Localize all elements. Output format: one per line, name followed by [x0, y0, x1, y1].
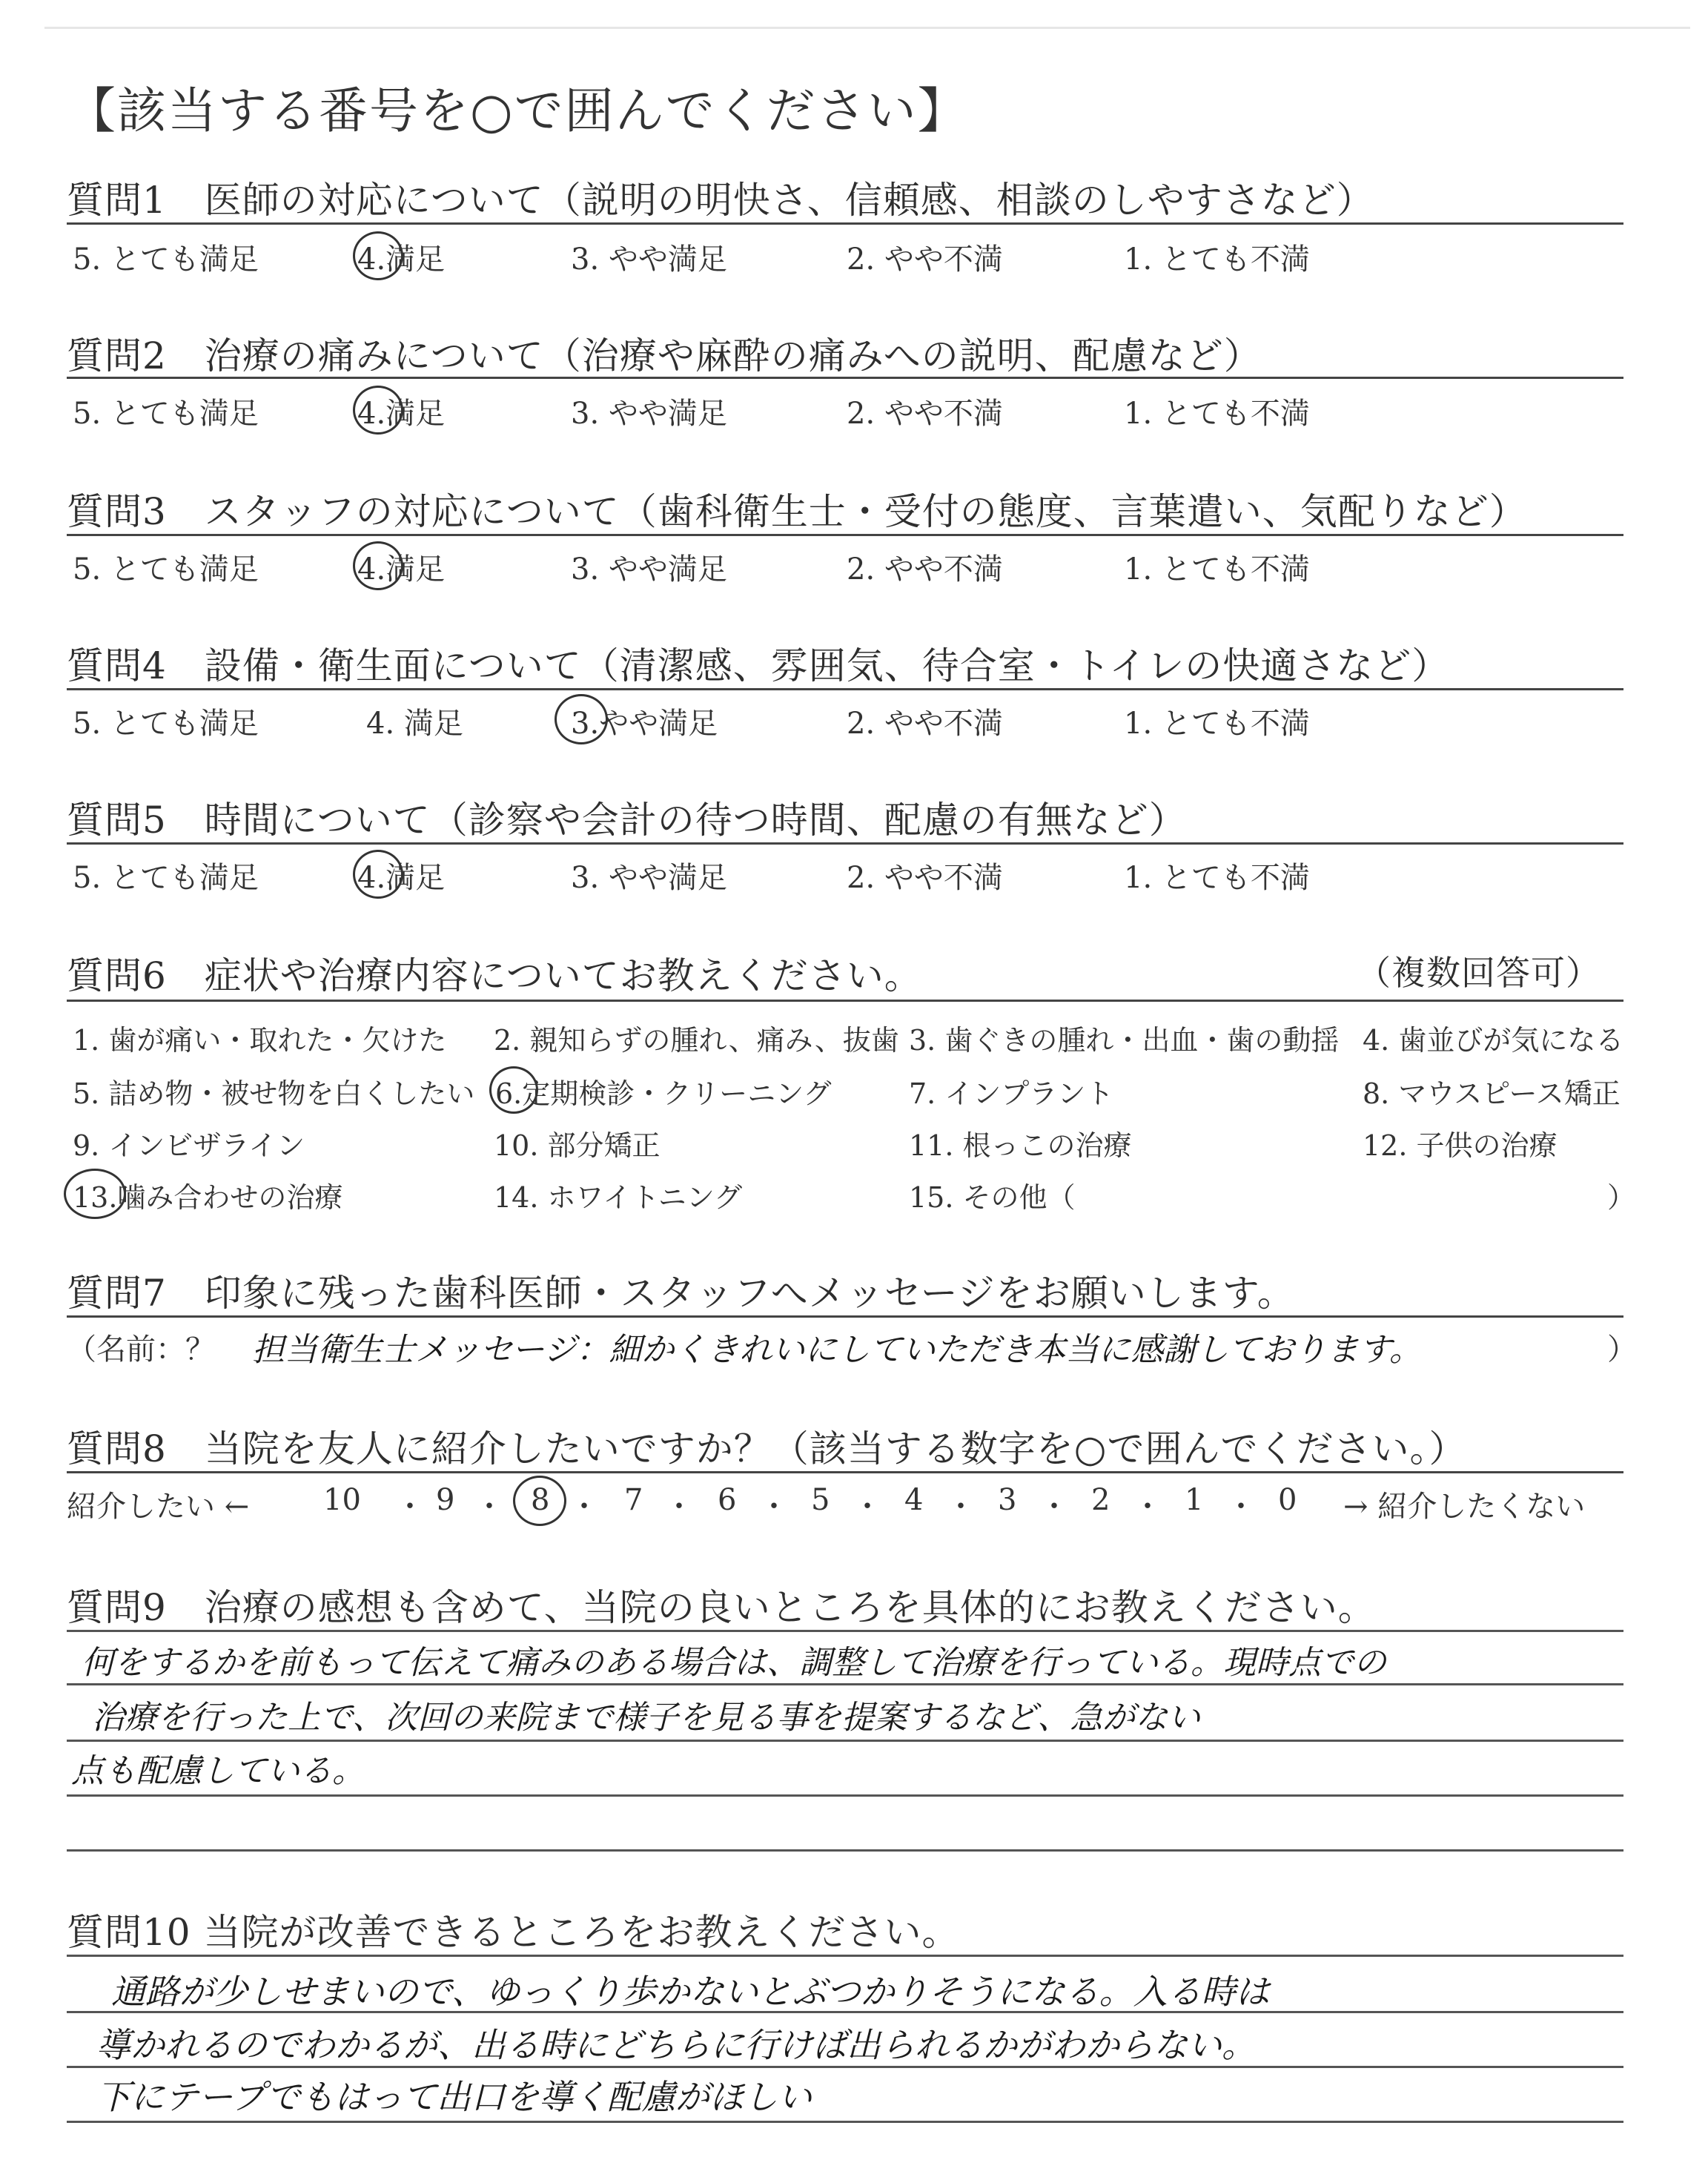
q8-dot: ・: [946, 1490, 976, 1524]
question-8-title: 質問8 当院を友人に紹介したいですか？（該当する数字を○で囲んでください。）: [67, 1427, 1467, 1470]
q10-line-3: [67, 2066, 1623, 2068]
q6-item-7[interactable]: 7. インプラント: [909, 1077, 1114, 1110]
q1-option-5[interactable]: 5. とても満足: [73, 242, 259, 277]
q8-selection-circle: [513, 1476, 566, 1526]
q2-option-2[interactable]: 2. やや不満: [847, 397, 1003, 431]
q7-close-paren: ）: [1607, 1332, 1637, 1367]
q9-answer-line-3: 点も配慮している。: [71, 1752, 365, 1790]
q8-scale-3[interactable]: 3: [998, 1483, 1017, 1517]
q9-line-3: [67, 1740, 1623, 1742]
q8-dot: ・: [1226, 1490, 1256, 1524]
q9-answer-line-2: 治療を行った上で、次回の来院まで様子を見る事を提案するなど、急がない: [92, 1699, 1201, 1737]
q8-dot: ・: [1133, 1490, 1162, 1524]
q8-scale-9[interactable]: 9: [436, 1483, 455, 1517]
q8-dot: ・: [664, 1490, 694, 1524]
q2-option-1[interactable]: 1. とても不満: [1124, 397, 1310, 431]
q2-option-5[interactable]: 5. とても満足: [73, 397, 259, 431]
q5-option-2[interactable]: 2. やや不満: [847, 861, 1003, 895]
q8-dot: ・: [395, 1490, 425, 1524]
q6-item-12[interactable]: 12. 子供の治療: [1363, 1129, 1558, 1162]
q5-option-3[interactable]: 3. やや満足: [571, 861, 727, 895]
q6-item-2[interactable]: 2. 親知らずの腫れ、痛み、抜歯: [494, 1024, 899, 1057]
q8-dot: ・: [569, 1490, 599, 1524]
q6-item-4[interactable]: 4. 歯並びが気になる: [1363, 1024, 1624, 1057]
question-5-title: 質問5 時間について（診察や会計の待つ時間、配慮の有無など）: [67, 799, 1187, 842]
q6-item-1[interactable]: 1. 歯が痛い・取れた・欠けた: [73, 1024, 447, 1057]
q4-option-5[interactable]: 5. とても満足: [73, 707, 259, 741]
q4-selection-circle: [555, 694, 608, 744]
q6-item-3[interactable]: 3. 歯ぐきの腫れ・出血・歯の動揺: [909, 1024, 1340, 1057]
q2-option-4[interactable]: 4.満足: [357, 397, 446, 431]
q5-option-1[interactable]: 1. とても不満: [1124, 861, 1310, 895]
q8-scale-6[interactable]: 6: [718, 1483, 737, 1517]
question-9-title: 質問9 治療の感想も含めて、当院の良いところを具体的にお教えください。: [67, 1586, 1376, 1629]
question-1-title: 質問1 医師の対応について（説明の明快さ、信頼感、相談のしやすさなど）: [67, 179, 1374, 222]
q8-dot: ・: [853, 1490, 882, 1524]
q8-scale-8[interactable]: 8: [531, 1483, 550, 1517]
q8-dot: ・: [474, 1490, 504, 1524]
q8-dot: ・: [759, 1490, 789, 1524]
q3-option-2[interactable]: 2. やや不満: [847, 552, 1003, 587]
q8-scale-7[interactable]: 7: [624, 1483, 643, 1517]
q6-item-6[interactable]: 6.定期検診・クリーニング: [495, 1077, 832, 1110]
q3-option-5[interactable]: 5. とても満足: [73, 552, 259, 587]
q9-line-4: [67, 1794, 1623, 1797]
q4-option-2[interactable]: 2. やや不満: [847, 707, 1003, 741]
q4-option-1[interactable]: 1. とても不満: [1124, 707, 1310, 741]
q8-scale-10[interactable]: 10: [323, 1483, 361, 1517]
q6-item-9[interactable]: 9. インビザライン: [73, 1129, 305, 1162]
question-2-title: 質問2 治療の痛みについて（治療や麻酔の痛みへの説明、配慮など）: [67, 334, 1262, 377]
q3-option-3[interactable]: 3. やや満足: [571, 552, 727, 587]
q1-option-1[interactable]: 1. とても不満: [1124, 242, 1310, 277]
q7-name-prefix: （名前：？: [67, 1332, 215, 1367]
question-7-rule: [67, 1315, 1623, 1318]
q9-line-1: [67, 1630, 1623, 1632]
q9-line-5: [67, 1849, 1623, 1852]
q8-scale-2[interactable]: 2: [1091, 1483, 1110, 1517]
question-10-title: 質問10 当院が改善できるところをお教えください。: [67, 1911, 960, 1954]
q10-answer-line-1: 通路が少しせまいので、ゆっくり歩かないとぶつかりそうになる。入る時は: [111, 1972, 1270, 2012]
q10-line-2: [67, 2011, 1623, 2013]
q7-handwritten-answer: 担当衛生士メッセージ：細かくきれいにしていただき本当に感謝しております。: [252, 1331, 1422, 1369]
q9-line-2: [67, 1683, 1623, 1685]
q5-option-5[interactable]: 5. とても満足: [73, 861, 259, 895]
q9-answer-line-1: 何をするかを前もって伝えて痛みのある場合は、調整して治療を行っている。現時点での: [82, 1644, 1386, 1682]
top-border: [44, 27, 1690, 29]
question-2-rule: [67, 377, 1623, 379]
q6-other-close-paren: ）: [1607, 1181, 1636, 1214]
q10-answer-line-3: 下にテープでもはって出口を導く配慮がほしい: [96, 2077, 812, 2117]
q6-item-10[interactable]: 10. 部分矯正: [494, 1129, 661, 1162]
q1-option-4[interactable]: 4.満足: [357, 242, 446, 277]
q3-selection-circle: [353, 541, 403, 590]
q6-item-15[interactable]: 15. その他（: [909, 1181, 1076, 1214]
question-6-title: 質問6 症状や治療内容についてお教えください。: [67, 954, 922, 997]
question-3-title: 質問3 スタッフの対応について（歯科衛生士・受付の態度、言葉遣い、気配りなど）: [67, 490, 1527, 533]
form-header: 【該当する番号を○で囲んでください】: [67, 82, 968, 139]
q8-right-label: → 紹介したくない: [1343, 1490, 1586, 1524]
q8-scale-5[interactable]: 5: [811, 1483, 830, 1517]
q5-option-4[interactable]: 4.満足: [357, 861, 446, 895]
q1-option-3[interactable]: 3. やや満足: [571, 242, 727, 277]
q6-item-13[interactable]: 13.噛み合わせの治療: [73, 1181, 343, 1214]
question-5-rule: [67, 842, 1623, 845]
q4-option-4[interactable]: 4. 満足: [366, 707, 463, 741]
q6-item-5[interactable]: 5. 詰め物・被せ物を白くしたい: [73, 1077, 475, 1110]
question-6-rule: [67, 1000, 1623, 1002]
q6-selection-circle-6: [489, 1066, 538, 1114]
q6-item-11[interactable]: 11. 根っこの治療: [909, 1129, 1132, 1162]
q6-item-8[interactable]: 8. マウスピース矯正: [1363, 1077, 1621, 1110]
q6-item-14[interactable]: 14. ホワイトニング: [494, 1181, 743, 1214]
q1-selection-circle: [353, 231, 403, 280]
q8-dot: ・: [1039, 1490, 1069, 1524]
q2-option-3[interactable]: 3. やや満足: [571, 397, 727, 431]
question-4-title: 質問4 設備・衛生面について（清潔感、雰囲気、待合室・トイレの快適さなど）: [67, 644, 1450, 687]
q2-selection-circle: [353, 386, 403, 435]
question-3-rule: [67, 534, 1623, 536]
question-6-note: （複数回答可）: [1357, 953, 1601, 993]
question-8-rule: [67, 1471, 1623, 1473]
q8-left-label: 紹介したい ←: [67, 1490, 250, 1524]
question-1-rule: [67, 222, 1623, 225]
q5-selection-circle: [353, 850, 403, 899]
q3-option-1[interactable]: 1. とても不満: [1124, 552, 1310, 587]
q1-option-2[interactable]: 2. やや不満: [847, 242, 1003, 277]
question-4-rule: [67, 688, 1623, 690]
q8-scale-1[interactable]: 1: [1185, 1483, 1204, 1517]
q10-line-4: [67, 2121, 1623, 2123]
q8-scale-4[interactable]: 4: [904, 1483, 924, 1517]
q10-line-1: [67, 1955, 1623, 1957]
q10-answer-line-2: 導かれるのでわかるが、出る時にどちらに行けば出られるかがわからない。: [96, 2025, 1256, 2065]
question-7-title: 質問7 印象に残った歯科医師・スタッフへメッセージをお願いします。: [67, 1272, 1295, 1315]
q6-selection-circle-13: [64, 1169, 126, 1219]
q4-option-3[interactable]: 3.やや満足: [571, 707, 718, 741]
q8-scale-0[interactable]: 0: [1278, 1483, 1297, 1517]
q3-option-4[interactable]: 4.満足: [357, 552, 446, 587]
